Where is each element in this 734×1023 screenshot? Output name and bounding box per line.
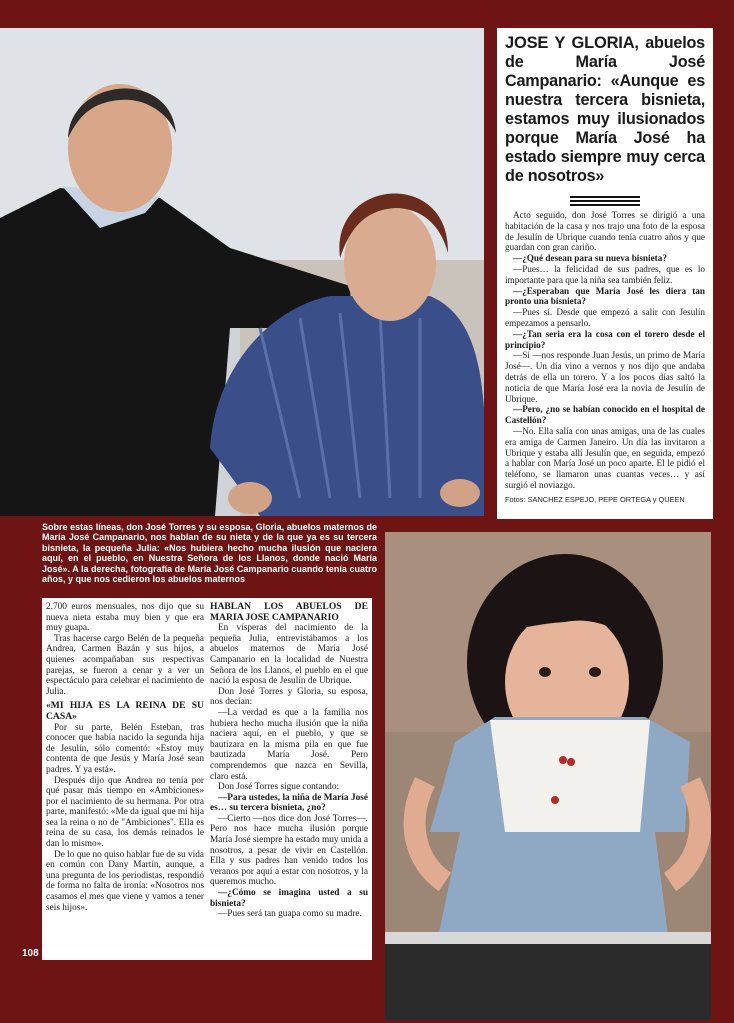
paragraph: —Pues… la felicidad de sus padres, que es lo importante para que la niña sea también feliz. [505, 263, 705, 285]
paragraph: Don José Torres y Gloria, su esposa, nos decían: [210, 686, 368, 708]
child-illustration [385, 532, 711, 1020]
paragraph: De lo que no quiso hablar fue de su vida en común con Dany Martín, aunque, a una pregunta de los periodistas, respondió de forma no falta de ironía: «Nosotros nos casamos el mes que viene y vamos a tener seis hijos». [46, 849, 205, 913]
article-column-2 [210, 602, 368, 920]
question-paragraph: —¿Qué desean para su nueva bisnieta? [513, 253, 667, 264]
paragraph: —La verdad es que a la familia nos hubiera hecho mucha ilusión que la niña naciera aquí, en el pueblo, y que se bautizara en la misma pila en que fue bautizada María José. Pero comprendemos que nazca en Sevilla, claro está. [210, 707, 368, 782]
paragraph: —Cierto —nos dice don José Torres—. Pero nos hace mucha ilusión porque María José siempre ha estado muy unida a nosotros, a pesar de vivir en Castellón. Ella y sus padres han venido todos los veranos por aquí a estar con nosotros, y la queremos mucho. [210, 813, 368, 888]
question-paragraph: —Para ustedes, la niña de María José es… su tercera bisnieta, ¿no? [210, 792, 368, 814]
headline-names: JOSE Y GLORIA, [505, 34, 639, 52]
grandparents-photo [0, 28, 484, 516]
question-paragraph: —¿Cómo se imagina usted a su bisnieta? [210, 888, 368, 909]
article-box [42, 598, 372, 960]
interview-body [505, 210, 705, 491]
headline-divider [570, 196, 640, 206]
column-2-body [210, 623, 368, 920]
paragraph: —Pues sí. Desde que empezó a salir con Jesulín empezamos a pensarlo. [505, 307, 705, 328]
paragraph: En vísperas del nacimiento de la pequeña Julia, entrevistábamos a los abuelos maternos de María José Campanario en la localidad de Nuestra Señora de los Llanos, el pueblo en el que nació la esposa de Jesulín de Ubrique. [210, 623, 368, 687]
paragraph: —Pues será tan guapa como su madre. [218, 909, 362, 920]
child-photo [385, 532, 711, 1020]
interview-box [497, 28, 713, 519]
page-number: 108 [22, 948, 39, 959]
article-column-1 [46, 602, 204, 913]
headline-quote: abuelos de María José Campanario: «Aunque es nuestra tercera bisnieta, estamos muy ilusionados porque María José ha estado siempre muy cerca de nosotros» [505, 34, 705, 185]
paragraph: Acto seguido, don José Torres se dirigió a una habitación de la casa y nos trajo una foto de la esposa de Jesulín de Ubrique cuando tenía cuatro años y que guardan con gran cariño. [505, 210, 705, 253]
paragraph: Tras hacerse cargo Belén de la pequeña Andrea, Carmen Bazán y sus hijos, a quienes acompañaban sus respectivas parejas, se fueron a cenar y a ver un espectáculo para celebrar el nacimiento de Julia. [46, 633, 204, 697]
question-paragraph: —¿Tan seria era la cosa con el torero desde el principio? [505, 328, 705, 350]
photo-credits: Fotos: SANCHEZ ESPEJO, PEPE ORTEGA y QUEEN [505, 494, 685, 504]
paragraph: —Sí —nos responde Juan Jesús, un primo de María José—. Un día vino a vernos y nos dijo que andaba detrás de ella un torero. Y a los pocos días saltó la noticia de que María José era la novia de Jesulín de Ubrique. [505, 350, 705, 404]
paragraph: Por su parte, Belén Esteban, tras conocer que había nacido la segunda hija de Jesulín, sólo comentó: «Estoy muy contenta de que Jesús y María José sean padres. Y ya está». [46, 722, 204, 775]
subheading: «MI HIJA ES LA REINA DE SU CASA» [46, 700, 204, 722]
subheading: HABLAN LOS ABUELOS DE MARIA JOSE CAMPANARIO [210, 601, 368, 623]
paragraph: 2.700 euros mensuales, nos dijo que su nueva nieta estaba muy bien y que era muy guapa. [46, 602, 204, 634]
paragraph: Don José Torres sigue contando: [218, 782, 340, 793]
question-paragraph: —¿Esperaban que María José les diera tan pronto una bisnieta? [505, 285, 705, 307]
grandparents-illustration [0, 28, 484, 516]
paragraph: —No. Ella salía con unas amigas, una de las cuales era amiga de Carmen Janeiro. Un día las invitaron a Ubrique y estaba allí Jesulín que, en seguida, empezó a hablar con María José un poco aparte. El le pidió el teléfono, se llamaron unas cuantas veces… y así surgió el noviazgo. [505, 425, 705, 490]
photo-caption: Sobre estas líneas, don José Torres y su esposa, Gloria, abuelos maternos de María José Campanario, nos hablan de su nieta y de la que ya es su tercera bisnieta, la pequeña Julia: «Nos hubiera hecho mucha ilusión que naciera aquí, en el pueblo, en Nuestra Señora de los Llanos, donde nació María José». A la derecha, fotografía de María José Campanario cuando tenía cuatro años, y que nos cedieron los abuelos maternos [42, 522, 377, 585]
interview-headline [505, 34, 705, 186]
question-paragraph: —Pero, ¿no se habían conocido en el hospital de Castellón? [505, 404, 705, 426]
paragraph: Después dijo que Andrea no tenía por qué pasar más tiempo en «Ambiciones» por el nacimiento de su hermana. Por otra parte, manifestó: «Me da igual que mi hija sea la reina o no de "Ambiciones". Ella es reina de su casa, los demás reinados le dan lo mismo». [46, 775, 205, 850]
